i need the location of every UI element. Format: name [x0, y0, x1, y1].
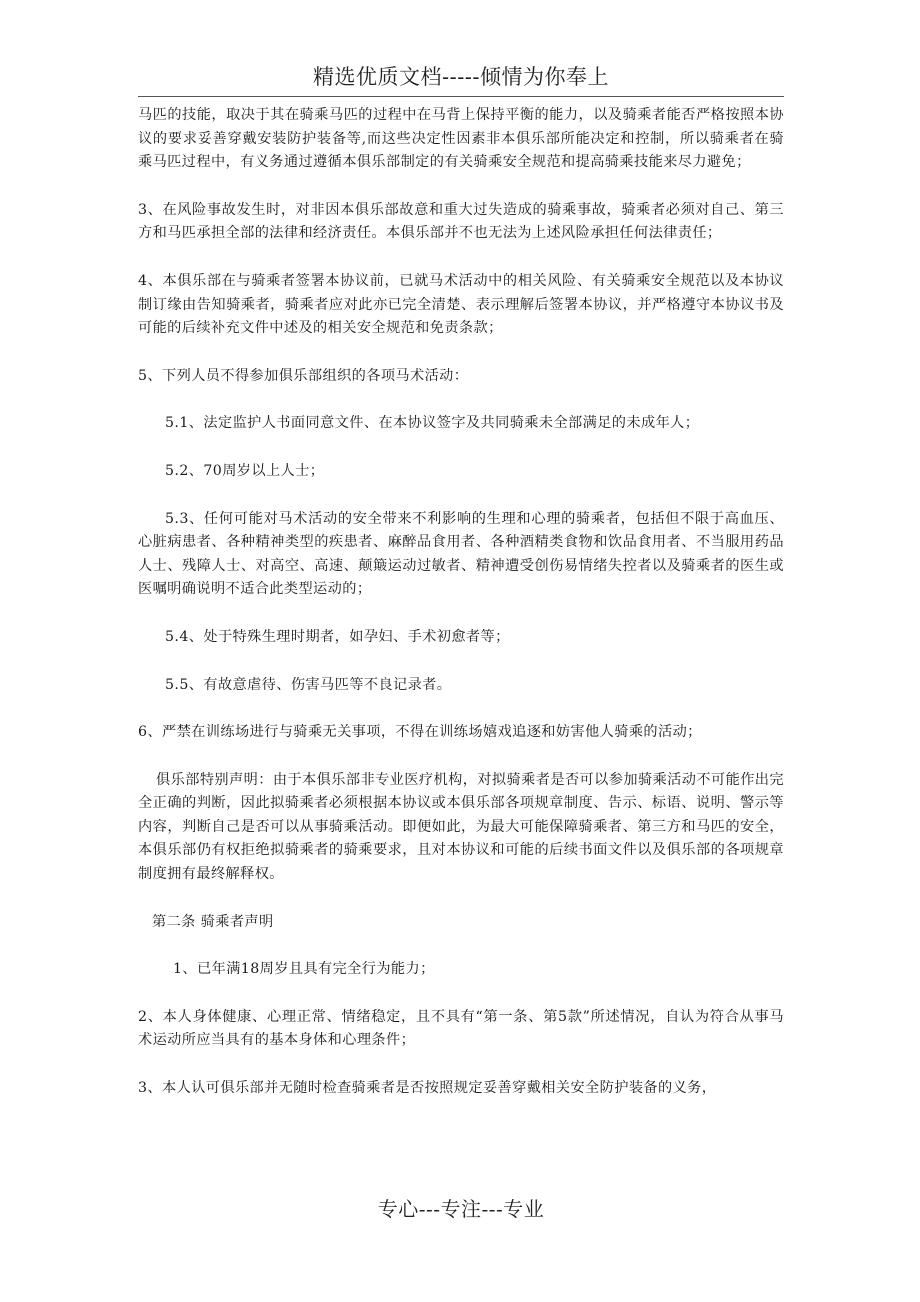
- paragraph-rider-1: 1、已年满18周岁且具有完全行为能力；: [173, 961, 435, 978]
- paragraph-clause-3: 3、在风险事故发生时，对非因本俱乐部故意和重大过失造成的骑乘事故，骑乘者必须对自己、第三方和马匹承担全部的法律和经济责任。本俱乐部并不也无法为上述风险承担任何法律责任；: [138, 201, 784, 242]
- paragraph-rider-3: 3、本人认可俱乐部并无随时检查骑乘者是否按照规定妥善穿戴相关安全防护装备的义务，: [138, 1080, 717, 1097]
- article-2-heading: 第二条 骑乘者声明: [152, 913, 274, 930]
- paragraph-clause-5-3: 5.3、任何可能对马术活动的安全带来不利影响的生理和心理的骑乘者，包括但不限于高血压、心脏病患者、各种精神类型的疾患者、麻醉品食用者、各种酒精类食物和饮品食用者、不当服用药品人士、残障人士、对高空、高速、颠簸运动过敏者、精神遭受创伤易情绪失控者以及骑乘者的医生或医嘱明确说明不适合此类型运动的；: [138, 510, 784, 598]
- paragraph-continuation: 马匹的技能，取决于其在骑乘马匹的过程中在马背上保持平衡的能力，以及骑乘者能否严格按照本协议的要求妥善穿戴安装防护装备等,而这些决定性因素非本俱乐部所能决定和控制，所以骑乘者在骑乘马匹过程中，有义务通过遵循本俱乐部制定的有关骑乘安全规范和提高骑乘技能来尽力避免；: [138, 107, 784, 171]
- paragraph-clause-5-5: 5.5、有故意虐待、伤害马匹等不良记录者。: [165, 676, 452, 693]
- paragraph-clause-5-4: 5.4、处于特殊生理时期者，如孕妇、手术初愈者等；: [165, 628, 510, 645]
- paragraph-clause-5-2: 5.2、70周岁以上人士；: [165, 462, 325, 479]
- paragraph-clause-6: 6、严禁在训练场进行与骑乘无关事项，不得在训练场嬉戏追逐和妨害他人骑乘的活动；: [138, 724, 702, 741]
- paragraph-clause-5: 5、下列人员不得参加俱乐部组织的各项马术活动：: [138, 367, 469, 384]
- header-divider: [138, 96, 784, 97]
- paragraph-clause-4: 4、本俱乐部在与骑乘者签署本协议前，已就马术活动中的相关风险、有关骑乘安全规范以及本协议制订缘由告知骑乘者，骑乘者应对此亦已完全清楚、表示理解后签署本协议，并严格遵守本协议书及可能的后续补充文件中述及的相关安全规范和免责条款；: [138, 272, 784, 337]
- paragraph-clause-5-1: 5.1、法定监护人书面同意文件、在本协议签字及共同骑乘未全部满足的未成年人；: [165, 415, 700, 432]
- document-body: [138, 104, 784, 1101]
- paragraph-rider-2: 2、本人身体健康、心理正常、情绪稳定，且不具有“第一条、第5款”所述情况，自认为符合从事马术运动所应当具有的基本身体和心理条件；: [138, 1008, 784, 1049]
- page-footer: 专心---专注---专业: [377, 1197, 545, 1221]
- page-header: 精选优质文档-----倾情为你奉上: [313, 65, 609, 89]
- paragraph-club-statement: 俱乐部特别声明：由于本俱乐部非专业医疗机构，对拟骑乘者是否可以参加骑乘活动不可能作出完全正确的判断，因此拟骑乘者必须根据本协议或本俱乐部各项规章制度、告示、标语、说明、警示等内容，判断自己是否可以从事骑乘活动。即便如此，为最大可能保障骑乘者、第三方和马匹的安全，本俱乐部仍有权拒绝拟骑乘者的骑乘要求，且对本协议和可能的后续书面文件以及俱乐部的各项规章制度拥有最终解释权。: [138, 771, 784, 883]
